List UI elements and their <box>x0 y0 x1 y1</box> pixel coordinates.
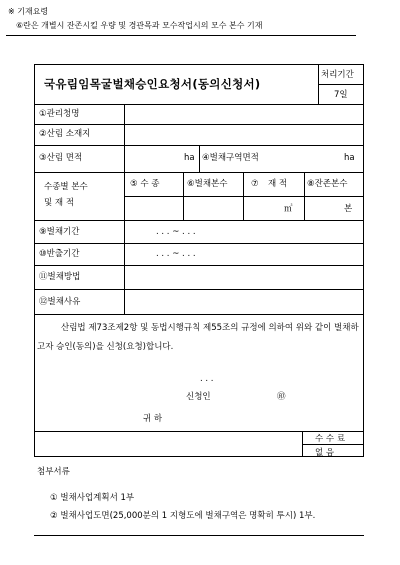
volume-unit: ㎥ <box>284 204 293 214</box>
reason-label: ⑫벌채사유 <box>39 297 81 307</box>
date-line: . . . <box>200 374 214 384</box>
remain-column: ⑧잔존본수 <box>307 179 348 189</box>
forest-area-unit: ha <box>184 153 195 163</box>
volume-column-number: ⑦ <box>251 179 259 189</box>
attachments-box <box>34 480 364 536</box>
attachment-item-1: ① 벌채사업계획서 1부 <box>50 493 135 503</box>
row-line <box>34 431 364 432</box>
carry-out-label: ⑩반출기간 <box>39 249 80 259</box>
statement-text: 산림법 제73조제2항 및 동법시행규칙 제55조의 규정에 의하여 위와 같이 벌채하고자 승인(동의)을 신청(요청)합니다. <box>37 323 359 352</box>
period-value: . . . ~ . . . <box>156 227 196 237</box>
species-label: 수종별 본수 <box>44 182 88 192</box>
row-line <box>34 243 364 244</box>
processing-value: 7일 <box>334 90 348 100</box>
remain-unit: 본 <box>344 204 353 214</box>
fee-label: 수 수 료 <box>315 434 346 444</box>
processing-divider <box>318 84 364 85</box>
row-line <box>34 104 364 105</box>
row-line <box>34 314 364 315</box>
row-line <box>34 124 364 125</box>
method-label: ⑪벌채방법 <box>39 272 81 282</box>
form-title: 국유림임목굴벌채승인요청서(동의신청서) <box>44 77 261 91</box>
col-line <box>199 145 200 172</box>
seal-mark: ㊞ <box>277 392 286 402</box>
guide-heading: ※ 기재요령 <box>8 7 49 16</box>
row-line <box>34 220 364 221</box>
volume-column: 재 적 <box>268 179 288 189</box>
guide-note: ⑥란은 개별시 잔존시킬 우량 및 경관목과 모수작업시의 모수 본수 기재 <box>16 21 263 30</box>
col-line <box>302 431 303 457</box>
processing-label: 처리기간 <box>321 70 354 80</box>
forest-area-label: ③산림 면적 <box>39 153 83 163</box>
manager-label: ①관리청명 <box>39 109 80 119</box>
count-column: ⑥벌채본수 <box>187 179 228 189</box>
attachment-item-2: ② 벌채사업도면(25,000분의 1 지형도에 벌채구역은 명확히 투시) 1부. <box>50 511 316 521</box>
label-column-line <box>124 104 125 314</box>
location-label: ②산림 소재지 <box>39 129 91 139</box>
period-label: ⑨벌채기간 <box>39 227 80 237</box>
col-line <box>183 172 184 220</box>
carry-out-value: . . . ~ . . . <box>156 249 196 259</box>
row-line <box>302 444 364 445</box>
row-line <box>34 289 364 290</box>
note-divider <box>6 35 356 36</box>
col-line <box>304 172 305 220</box>
addressee: 귀 하 <box>143 414 163 424</box>
attachments-title: 첨부서류 <box>37 467 70 477</box>
species-label-2: 및 재 적 <box>44 198 75 208</box>
species-column: ⑤ 수 종 <box>130 179 160 189</box>
fee-value: 없 음 <box>315 448 335 458</box>
cut-area-label: ④벌채구역면적 <box>202 153 259 163</box>
row-line <box>34 172 364 173</box>
applicant-label: 신청인 <box>186 392 211 402</box>
row-line <box>124 196 364 197</box>
col-line <box>243 172 244 220</box>
cut-area-unit: ha <box>344 153 355 163</box>
row-line <box>34 265 364 266</box>
